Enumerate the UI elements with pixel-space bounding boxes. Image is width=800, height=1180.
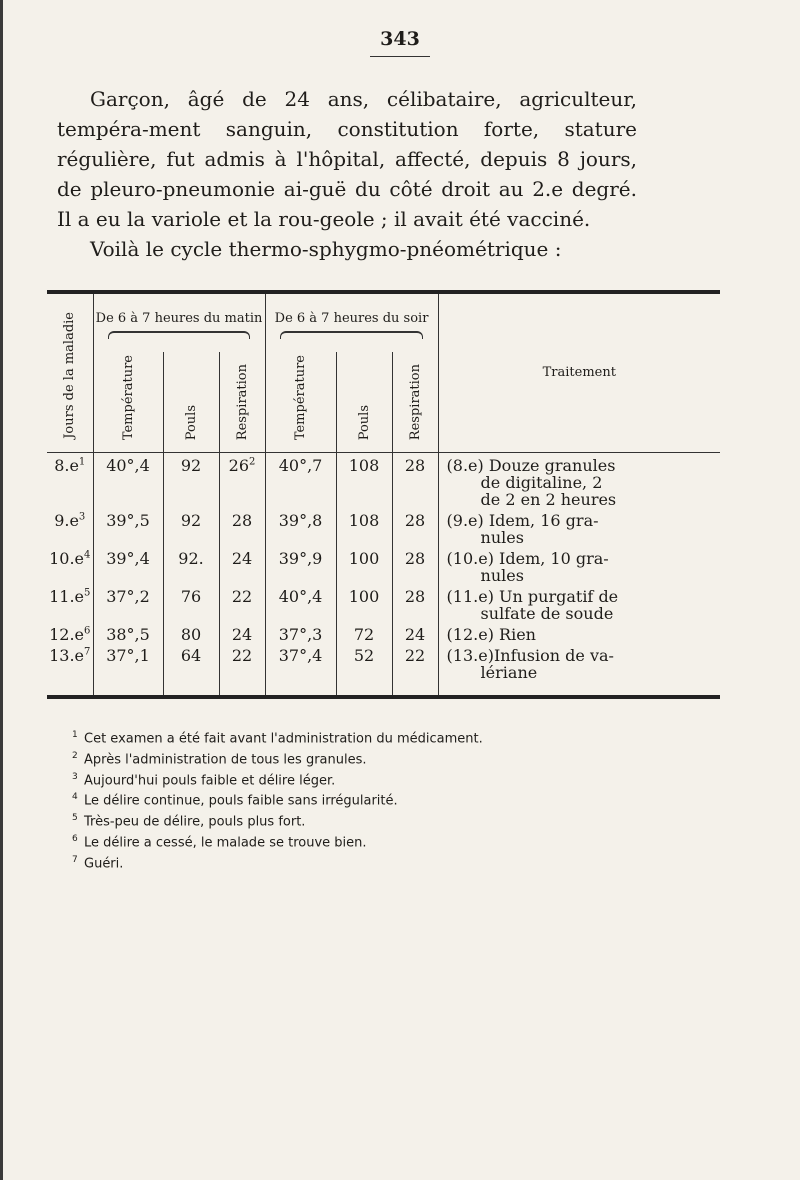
footnote — [72, 748, 712, 769]
morning-temp-cell: 37°,2 — [93, 584, 163, 622]
footnote — [72, 769, 712, 790]
footnote-text: Le délire continue, pouls faible sans irrégularité. — [84, 793, 398, 809]
evening-temp-cell: 40°,7 — [265, 453, 336, 509]
footnote-mark: 3 — [72, 771, 78, 782]
day-footnote-mark: 3 — [78, 511, 86, 523]
table-row — [47, 453, 720, 509]
day-footnote-mark: 6 — [84, 625, 91, 637]
morning-pouls-cell: 92 — [163, 453, 219, 509]
morning-temp-cell: 40°,4 — [93, 453, 163, 509]
evening-temp-cell: 39°,8 — [265, 508, 336, 546]
evening-resp-cell: 28 — [392, 508, 438, 546]
header-evening-pouls-label: Pouls — [356, 404, 372, 440]
body-text — [57, 84, 637, 264]
header-morning-label: De 6 à 7 heures du matin — [95, 311, 263, 326]
observation-table-wrap — [47, 290, 720, 699]
treatment-line-cont: de 2 en 2 heures — [480, 490, 617, 509]
morning-temp-cell: 39°,5 — [93, 508, 163, 546]
treatment-cell — [438, 453, 720, 509]
footnote-mark: 1 — [72, 730, 78, 740]
morning-temp-cell: 37°,1 — [93, 643, 163, 695]
day-value: 13.e — [49, 646, 85, 665]
evening-pouls-cell: 108 — [336, 453, 392, 509]
footnote-mark: 7 — [72, 854, 78, 865]
day-cell — [47, 453, 93, 509]
evening-temp-cell: 39°,9 — [265, 546, 336, 584]
morning-resp-cell: 22 — [219, 584, 265, 622]
footnote — [72, 831, 712, 852]
header-evening-temperature-label: Température — [293, 354, 309, 440]
header-morning-temperature — [93, 352, 163, 453]
header-evening-group — [265, 292, 438, 352]
evening-temp-cell: 37°,4 — [265, 643, 336, 695]
footnote-text: Guéri. — [84, 856, 124, 872]
footnote-mark: 6 — [72, 834, 78, 845]
day-footnote-mark: 5 — [84, 587, 91, 599]
treatment-line-cont: sulfate de soude — [480, 604, 614, 623]
evening-resp-cell: 28 — [392, 584, 438, 622]
treatment-line-cont: nules — [480, 566, 524, 585]
case-description-paragraph: Garçon, âgé de 24 ans, célibataire, agriculteur, tempéra-ment sanguin, constitution forte, stature régulière, fut admis à l'hôpital, affecté, depuis 8 jours, de pleuro-pneumonie ai-guë du côté droit au 2.e degré. Il a eu la variole et la rou-geole ; il avait été vacciné. — [57, 87, 637, 231]
day-value: 11.e — [49, 587, 85, 606]
day-value: 10.e — [49, 549, 85, 568]
evening-pouls-cell: 72 — [336, 622, 392, 643]
header-morning-respiration-label: Respiration — [234, 363, 250, 440]
treatment-line-cont: nules — [480, 528, 524, 547]
page-edge-shadow — [0, 0, 3, 1180]
morning-temp-cell: 39°,4 — [93, 546, 163, 584]
treatment-cell — [438, 584, 720, 622]
evening-pouls-cell: 100 — [336, 584, 392, 622]
footnote — [72, 727, 712, 748]
evening-brace — [280, 331, 423, 339]
header-morning-group — [93, 292, 265, 352]
morning-pouls-cell: 76 — [163, 584, 219, 622]
header-evening-respiration — [392, 352, 438, 453]
morning-pouls-cell: 64 — [163, 643, 219, 695]
morning-resp-cell: 24 — [219, 622, 265, 643]
morning-resp-cell: 22 — [219, 643, 265, 695]
morning-resp-value: 26 — [228, 456, 249, 475]
evening-pouls-cell: 100 — [336, 546, 392, 584]
day-cell — [47, 546, 93, 584]
footnote — [72, 789, 712, 810]
treatment-cell — [438, 622, 720, 643]
page-number-rule — [370, 56, 430, 57]
day-footnote-mark: 7 — [84, 646, 91, 658]
evening-resp-cell: 24 — [392, 622, 438, 643]
day-cell — [47, 643, 93, 695]
footnote-mark: 5 — [72, 813, 78, 824]
day-cell — [47, 508, 93, 546]
page-number: 343 — [380, 28, 420, 50]
header-morning-respiration — [219, 352, 265, 453]
treatment-line: (10.e) Idem, 10 gra- — [446, 549, 609, 568]
header-morning-pouls-label: Pouls — [183, 404, 199, 440]
evening-resp-cell: 22 — [392, 643, 438, 695]
day-cell — [47, 584, 93, 622]
footnote — [72, 852, 712, 873]
footnote-mark: 2 — [72, 750, 78, 761]
treatment-line: (13.e)Infusion de va- — [446, 646, 614, 665]
header-morning-pouls — [163, 352, 219, 453]
evening-resp-cell: 28 — [392, 453, 438, 509]
day-cell — [47, 622, 93, 643]
header-morning-temperature-label: Température — [120, 354, 136, 440]
evening-temp-cell: 40°,4 — [265, 584, 336, 622]
table-row — [47, 546, 720, 584]
morning-pouls-cell: 92 — [163, 508, 219, 546]
table-row — [47, 584, 720, 622]
footnote-mark: 4 — [72, 792, 78, 803]
footnotes — [72, 727, 712, 873]
header-evening-label: De 6 à 7 heures du soir — [274, 311, 429, 326]
resp-footnote-mark: 2 — [249, 456, 256, 468]
treatment-line: (8.e) Douze granules — [446, 456, 616, 475]
treatment-line: (12.e) Rien — [446, 625, 536, 644]
morning-brace — [108, 331, 250, 339]
evening-pouls-cell: 52 — [336, 643, 392, 695]
header-jours-label: Jours de la maladie — [61, 312, 77, 439]
header-evening-temperature — [265, 352, 336, 453]
day-value: 8.e — [54, 456, 79, 475]
morning-temp-cell: 38°,5 — [93, 622, 163, 643]
morning-resp-cell — [219, 453, 265, 509]
morning-pouls-cell: 92. — [163, 546, 219, 584]
footnote-text: Aujourd'hui pouls faible et délire léger. — [84, 772, 336, 788]
cycle-intro-paragraph: Voilà le cycle thermo-sphygmo-pnéométrique : — [90, 237, 562, 261]
footnote-text: Après l'administration de tous les granules. — [84, 752, 367, 768]
table-bottom-rule — [47, 695, 720, 699]
footnote-text: Cet examen a été fait avant l'administration du médicament. — [84, 731, 483, 747]
treatment-cell — [438, 546, 720, 584]
observation-table — [47, 290, 720, 695]
morning-resp-cell: 28 — [219, 508, 265, 546]
evening-temp-cell: 37°,3 — [265, 622, 336, 643]
treatment-line: (9.e) Idem, 16 gra- — [446, 511, 599, 530]
treatment-line: (11.e) Un purgatif de — [446, 587, 619, 606]
footnote-text: Le délire a cessé, le malade se trouve bien. — [84, 835, 367, 851]
header-jours — [47, 292, 93, 453]
morning-resp-cell: 24 — [219, 546, 265, 584]
header-traitement-label: Traitement — [542, 365, 616, 380]
table-row — [47, 622, 720, 643]
treatment-line-cont: lériane — [480, 663, 538, 682]
header-evening-respiration-label: Respiration — [407, 363, 423, 440]
evening-pouls-cell: 108 — [336, 508, 392, 546]
day-footnote-mark: 1 — [78, 456, 86, 468]
table-row — [47, 643, 720, 695]
header-traitement — [438, 292, 720, 453]
treatment-cell — [438, 508, 720, 546]
day-footnote-mark: 4 — [84, 549, 91, 561]
day-value: 12.e — [49, 625, 85, 644]
footnote — [72, 810, 712, 831]
morning-pouls-cell: 80 — [163, 622, 219, 643]
table-row — [47, 508, 720, 546]
day-value: 9.e — [54, 511, 79, 530]
header-evening-pouls — [336, 352, 392, 453]
treatment-line-cont: de digitaline, 2 — [480, 473, 603, 492]
treatment-cell — [438, 643, 720, 695]
footnote-text: Très-peu de délire, pouls plus fort. — [84, 814, 306, 830]
evening-resp-cell: 28 — [392, 546, 438, 584]
